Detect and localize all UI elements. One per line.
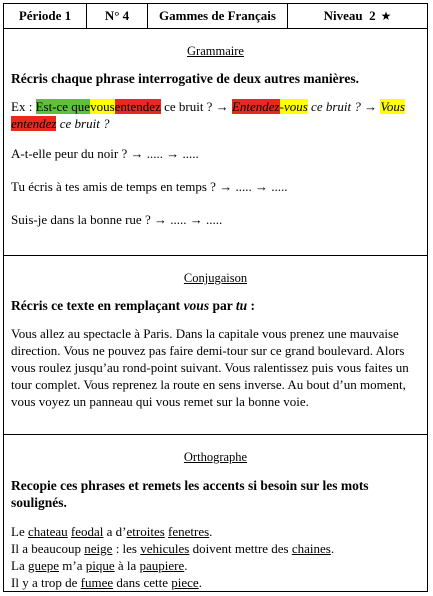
line-text: à la <box>114 558 140 573</box>
line-text: : les <box>112 541 141 556</box>
line-text: m’a <box>59 558 86 573</box>
orthographe-line <box>11 540 420 557</box>
grammaire-title: Grammaire <box>187 44 244 58</box>
line-text: . <box>198 575 202 590</box>
entendez-highlight-1: entendez <box>114 99 161 114</box>
line-text: Il a beaucoup <box>11 541 85 556</box>
vous-highlight-3: Vous <box>380 99 405 114</box>
example-mid-2: ce bruit ? → <box>307 99 381 114</box>
conjugaison-paragraph: Vous allez au spectacle à Paris. Dans la capitale vous prenez une mauvaise direction. Vous ne pouvez pas faire demi-tour sur ce grand boulevard. Alors vous roulez jusqu’au rond-point suivant. Vous ralentissez puis vous faites un tour complet. Vous reprenez la route en sens inverse. Au bout d’un moment, vous voyez un panneau qui vous remet sur la bonne voie. <box>11 326 409 409</box>
line-text: doivent mettre des <box>189 541 292 556</box>
orthographe-line <box>11 574 420 591</box>
section-conjugaison <box>4 256 427 435</box>
numero-cell: N° 4 <box>87 4 148 28</box>
vous-highlight-1: vous <box>90 99 115 114</box>
section-grammaire <box>4 29 427 256</box>
orthographe-lines <box>11 523 420 591</box>
line-text: Il y a trop de <box>11 575 81 590</box>
underlined-word: etroites <box>126 524 165 539</box>
grammaire-example <box>11 98 420 132</box>
consigne-mid: par <box>209 298 236 313</box>
orthographe-consigne: Recopie ces phrases et remets les accents si besoin sur les mots soulignés. <box>11 478 369 510</box>
underlined-word: piece <box>171 575 199 590</box>
orthographe-title: Orthographe <box>183 450 248 464</box>
line-text: dans cette <box>113 575 172 590</box>
underlined-word: chaines <box>291 541 331 556</box>
underlined-word: fenetres <box>168 524 210 539</box>
line-text: . <box>330 541 335 556</box>
conjugaison-title: Conjugaison <box>183 271 248 285</box>
underlined-word: vehicules <box>140 541 190 556</box>
underlined-word: guepe <box>27 558 60 573</box>
section-orthographe <box>4 435 427 592</box>
star-icon: ★ <box>380 9 392 23</box>
question-2: Tu écris à tes amis de temps en temps ? → ..... → ..... <box>11 179 288 194</box>
example-mid-1: ce bruit ? → <box>160 99 232 114</box>
niveau-cell <box>288 4 427 28</box>
vous-word: vous <box>183 298 210 313</box>
est-ce-que-highlight: Est-ce que <box>35 99 91 114</box>
line-text: . <box>184 558 188 573</box>
consigne-end: : <box>247 298 255 313</box>
line-text: . <box>209 524 213 539</box>
line-text: Le <box>11 524 28 539</box>
entendez-highlight-3: entendez <box>11 116 57 131</box>
conjugaison-consigne <box>11 297 420 314</box>
orthographe-line <box>11 523 420 540</box>
vous-highlight-2: -vous <box>279 99 308 114</box>
consigne-start: Récris ce texte en remplaçant <box>11 298 184 313</box>
tu-word: tu <box>235 298 248 313</box>
periode-cell: Période 1 <box>4 4 87 28</box>
grammaire-consigne: Récris chaque phrase interrogative de deux autres manières. <box>11 71 359 86</box>
orthographe-line <box>11 557 420 574</box>
example-end: ce bruit ? <box>56 116 110 131</box>
niveau-label: Niveau 2 <box>323 8 376 23</box>
line-text: La <box>11 558 28 573</box>
entendez-highlight-2: Entendez <box>231 99 280 114</box>
underlined-word: neige <box>84 541 113 556</box>
underlined-word: paupiere <box>139 558 185 573</box>
example-prefix: Ex : <box>11 99 36 114</box>
worksheet <box>3 3 428 592</box>
underlined-word: fumee <box>80 575 114 590</box>
header-table <box>4 4 427 29</box>
question-1: A-t-elle peur du noir ? → ..... → ..... <box>11 146 199 161</box>
underlined-word: chateau <box>27 524 68 539</box>
underlined-word: feodal <box>70 524 104 539</box>
line-text: a d’ <box>103 524 127 539</box>
underlined-word: pique <box>85 558 115 573</box>
question-3: Suis-je dans la bonne rue ? → ..... → ..... <box>11 212 223 227</box>
gammes-cell: Gammes de Français <box>148 4 288 28</box>
